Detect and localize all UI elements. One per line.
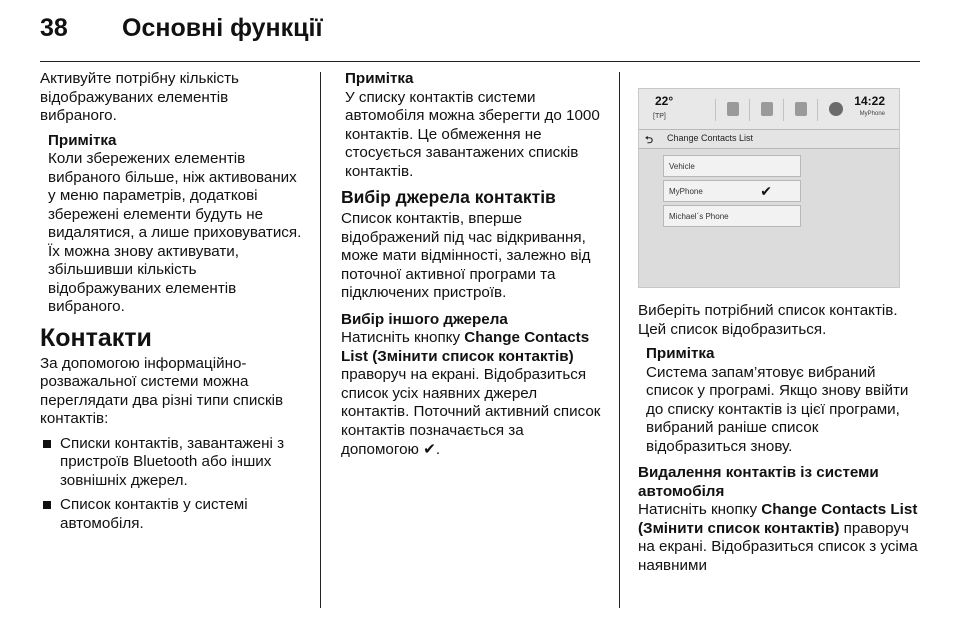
list-item-text: Список контактів у системі автомобіля. [60,496,248,532]
note-title: Примітка [345,70,414,87]
list-item [40,435,302,491]
list-item [40,496,302,533]
list-item[interactable] [663,205,801,227]
music-icon [715,99,750,121]
temperature-readout: 22° [655,94,674,108]
delete-paragraph [638,501,918,575]
note-block [48,132,302,317]
instruction-paragraph [341,329,603,460]
header-divider [40,61,920,62]
column-divider-2 [619,72,620,608]
select-paragraph: Виберіть потрібний список контактів. Цей список відобразиться. [638,302,898,338]
heading-select-source: Вибір джерела контактів [341,187,556,207]
back-icon[interactable]: ⮌ [645,135,654,146]
text-run: праворуч на екрані. Відобразиться список усіх наявних джерел контактів. Поточний активний список контактів позначається за допомогою [341,366,601,458]
source-paragraph: Список контактів, вперше відображений під час відкривання, може мати відмінності, залежно від поточної активної програми та підключених пристроїв. [341,210,591,301]
page-header [40,14,920,54]
bullet-icon [43,501,51,509]
note-block [345,70,603,181]
list-item-label: MyPhone [669,187,703,196]
intro-paragraph: Активуйте потрібну кількість відображуваних елементів вибраного. [40,70,239,124]
list-item-label: Michael´s Phone [669,212,729,221]
status-bar [639,89,899,130]
clock-readout: 14:22 [854,94,885,108]
bullet-list [40,435,302,534]
nav-icon [817,99,852,121]
button-reference: Change Contacts List (Змінити список контактів) [341,329,590,365]
bullet-icon [43,440,51,448]
note-text: Коли збережених елементів вибраного більше, ніж активованих у меню параметрів, додаткові збережені елементи будуть не видалятися, а лише приховуватися. Їх можна знову активувати, збільшивши кількість відображуваних елементів вибраного. [48,150,302,315]
title-bar [639,130,899,149]
phone-icon [749,99,784,121]
list-item[interactable] [663,180,801,202]
list-icon [783,99,818,121]
text-run: Натисніть кнопку [638,501,762,518]
column-1 [40,70,302,539]
page-title: Основні функції [122,14,323,42]
column-divider-1 [320,72,321,608]
page-number: 38 [40,14,68,42]
note-title: Примітка [646,345,715,362]
phone-label: MyPhone [859,111,885,117]
note-block [646,345,918,456]
list-item-text: Списки контактів, завантажені з пристроїв Bluetooth або інших зовнішніх джерел. [60,434,285,489]
section-title-contacts: Контакти [40,323,152,352]
subheading-delete-contacts: Видалення контактів із системи автомобіля [638,464,879,500]
check-icon: ✔ [423,440,436,458]
list-item-label: Vehicle [669,162,695,171]
column-2 [341,70,603,466]
text-run: праворуч на екрані. Відобразиться список з усіма наявними [638,519,918,574]
button-reference: Change Contacts List (Змінити список контактів) [638,501,918,537]
text-run: Натисніть кнопку [341,329,465,346]
list-item[interactable] [663,155,801,177]
column-3 [638,302,918,581]
check-icon: ✔ [760,183,772,199]
text-run: . [435,441,441,458]
tp-indicator: [TP] [653,113,666,120]
note-text: У списку контактів системи автомобіля можна зберегти до 1000 контактів. Це обмеження не стосується завантажених списків контактів. [345,88,600,180]
subheading-other-source: Вибір іншого джерела [341,310,508,328]
note-text: Система запам’ятовує вибраний список у програмі. Якщо знову ввійти до списку контактів із цієї програми, вибраний раніше список відобразиться знову. [646,363,909,455]
list-title: Change Contacts List [667,133,754,143]
note-title: Примітка [48,131,117,149]
infotainment-screenshot [638,88,900,288]
section-paragraph: За допомогою інформаційно-розважальної системи можна переглядати два різні типи списків контактів: [40,354,284,427]
